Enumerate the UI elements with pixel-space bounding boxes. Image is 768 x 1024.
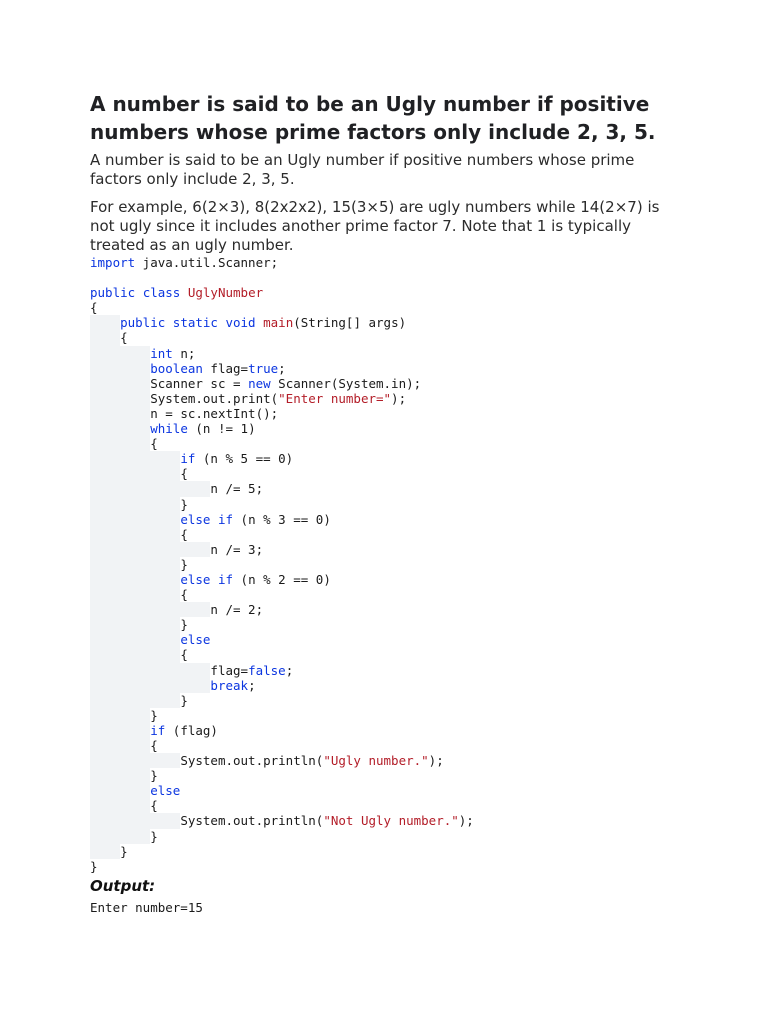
code-keyword: if (217, 511, 234, 527)
code-line (90, 330, 680, 345)
code-indent (90, 602, 210, 617)
code-keyword: boolean (150, 360, 203, 376)
code-line (90, 602, 680, 617)
code-line (90, 270, 680, 285)
code-text: } (150, 828, 158, 844)
code-text: } (180, 617, 188, 633)
code-line (90, 572, 680, 587)
code-line (90, 632, 680, 647)
code-text: } (120, 843, 128, 859)
code-keyword: int (150, 345, 173, 361)
code-keyword: while (150, 421, 188, 437)
code-indent (90, 829, 150, 844)
code-indent (90, 542, 210, 557)
code-line (90, 647, 680, 662)
code-line (90, 829, 680, 844)
code-keyword: else (180, 632, 211, 648)
code-line (90, 300, 680, 315)
code-line (90, 844, 680, 859)
code-line (90, 481, 680, 496)
code-indent (90, 693, 180, 708)
code-text: { (150, 798, 158, 814)
code-text: { (180, 466, 188, 482)
code-line (90, 315, 680, 330)
example-paragraph: For example, 6(2×3), 8(2x2x2), 15(3×5) are ugly numbers while 14(2×7) is not ugly since it includes another prime factor 7. Note that 1 is typically treated as an ugly number. (90, 198, 660, 254)
code-text: (String[] args) (293, 315, 407, 331)
code-line (90, 466, 680, 481)
code-indent (90, 376, 150, 391)
code-keyword: public (90, 285, 136, 301)
code-line (90, 617, 680, 632)
code-keyword: class (142, 285, 181, 301)
code-block (90, 255, 680, 874)
code-keyword: new (248, 375, 271, 391)
code-line (90, 436, 680, 451)
code-text: } (180, 692, 188, 708)
code-keyword: public (120, 315, 166, 331)
code-indent (90, 617, 180, 632)
code-text: ; (278, 360, 286, 376)
code-line (90, 768, 680, 783)
code-line (90, 859, 680, 874)
code-line (90, 512, 680, 527)
code-line (90, 346, 680, 361)
code-text: } (150, 768, 158, 784)
code-text: System.out.println( (180, 813, 324, 829)
code-text: ); (391, 390, 407, 406)
code-indent (90, 723, 150, 738)
code-text: System.out.print( (150, 390, 279, 406)
code-indent (90, 481, 210, 496)
code-text: } (150, 707, 158, 723)
code-line (90, 451, 680, 466)
code-text: java.util.Scanner; (135, 255, 279, 270)
code-string: "Ugly number." (323, 753, 429, 769)
code-line (90, 285, 680, 300)
code-text: (n % 3 == 0) (233, 511, 331, 527)
code-indent (90, 738, 150, 753)
code-line (90, 376, 680, 391)
page-title: A number is said to be an Ugly number if positive numbers whose prime factors only include 2, 3, 5. (90, 92, 656, 144)
code-text: Scanner sc = (150, 375, 249, 391)
code-keyword: if (150, 722, 166, 738)
code-line (90, 783, 680, 798)
code-text (180, 285, 188, 300)
code-text: { (180, 647, 188, 663)
code-indent (90, 678, 210, 693)
code-line (90, 663, 680, 678)
code-keyword: if (217, 571, 234, 587)
code-text (210, 512, 218, 527)
code-line (90, 723, 680, 738)
code-text: n /= 2; (210, 602, 264, 618)
code-indent (90, 497, 180, 512)
code-indent (90, 587, 180, 602)
code-text: flag= (210, 662, 249, 678)
code-keyword: else (150, 783, 181, 799)
code-text: { (150, 738, 158, 753)
code-text: } (90, 858, 98, 874)
article (90, 90, 680, 915)
code-keyword: break (210, 677, 249, 693)
code-indent (90, 466, 180, 481)
code-text: ; (285, 662, 294, 678)
code-indent (90, 557, 180, 572)
code-string: "Not Ugly number." (323, 813, 459, 829)
code-indent (90, 813, 180, 828)
code-indent (90, 647, 180, 662)
code-indent (90, 783, 150, 798)
code-text: (flag) (165, 722, 218, 738)
code-text (256, 315, 264, 330)
code-text: n = sc.nextInt(); (150, 405, 279, 421)
intro-paragraph: A number is said to be an Ugly number if positive numbers whose prime factors only include 2, 3, 5. (90, 151, 635, 188)
code-text: { (120, 330, 128, 346)
code-indent (90, 708, 150, 723)
code-text: } (180, 496, 188, 512)
code-indent (90, 391, 150, 406)
code-text: { (180, 526, 188, 542)
code-indent (90, 436, 150, 451)
code-line (90, 391, 680, 406)
code-text: (n % 2 == 0) (233, 571, 331, 587)
code-line (90, 753, 680, 768)
code-indent (90, 572, 180, 587)
code-text: } (180, 556, 188, 572)
output-label: Output: (90, 876, 156, 895)
code-text: n /= 3; (210, 541, 264, 557)
code-keyword: static (172, 315, 218, 331)
code-line (90, 542, 680, 557)
code-keyword: if (180, 451, 196, 467)
code-indent (90, 632, 180, 647)
code-indent (90, 361, 150, 376)
code-indent (90, 768, 150, 783)
code-indent (90, 844, 120, 859)
code-text (135, 285, 143, 300)
code-text: ); (458, 813, 474, 829)
code-line (90, 255, 680, 270)
code-line (90, 421, 680, 436)
code-text: flag= (202, 360, 249, 376)
code-line (90, 557, 680, 572)
code-text: (n != 1) (187, 421, 256, 437)
code-line (90, 708, 680, 723)
code-line (90, 678, 680, 693)
code-line (90, 738, 680, 753)
code-text: ; (248, 677, 256, 693)
code-indent (90, 798, 150, 813)
code-text: Scanner(System.in); (270, 375, 422, 391)
code-indent (90, 421, 150, 436)
code-indent (90, 315, 120, 330)
code-text: (n % 5 == 0) (195, 451, 294, 467)
code-indent (90, 663, 210, 678)
code-indent (90, 512, 180, 527)
code-keyword: false (248, 662, 286, 678)
code-identifier: UglyNumber (187, 285, 264, 301)
code-string: "Enter number=" (278, 390, 392, 406)
code-line (90, 798, 680, 813)
code-text: { (180, 587, 188, 603)
code-text: ); (428, 753, 444, 769)
code-text: { (150, 436, 158, 452)
code-line (90, 497, 680, 512)
code-line (90, 361, 680, 376)
code-text: n /= 5; (210, 481, 264, 497)
code-line (90, 527, 680, 542)
code-line (90, 693, 680, 708)
code-keyword: true (248, 360, 279, 376)
code-line (90, 406, 680, 421)
code-keyword: else (180, 511, 211, 527)
code-indent (90, 527, 180, 542)
code-line (90, 587, 680, 602)
code-line (90, 813, 680, 828)
code-text (165, 315, 173, 330)
code-keyword: import (90, 255, 136, 270)
code-indent (90, 406, 150, 421)
code-identifier: main (263, 315, 294, 331)
output-text: Enter number=15 (90, 899, 203, 915)
code-text: { (90, 300, 98, 316)
code-keyword: void (225, 315, 256, 331)
code-text: n; (172, 345, 196, 361)
code-indent (90, 753, 180, 768)
code-indent (90, 330, 120, 345)
code-keyword: else (180, 571, 211, 587)
code-indent (90, 346, 150, 361)
code-indent (90, 451, 180, 466)
code-text (210, 572, 218, 587)
code-text: System.out.println( (180, 753, 324, 769)
